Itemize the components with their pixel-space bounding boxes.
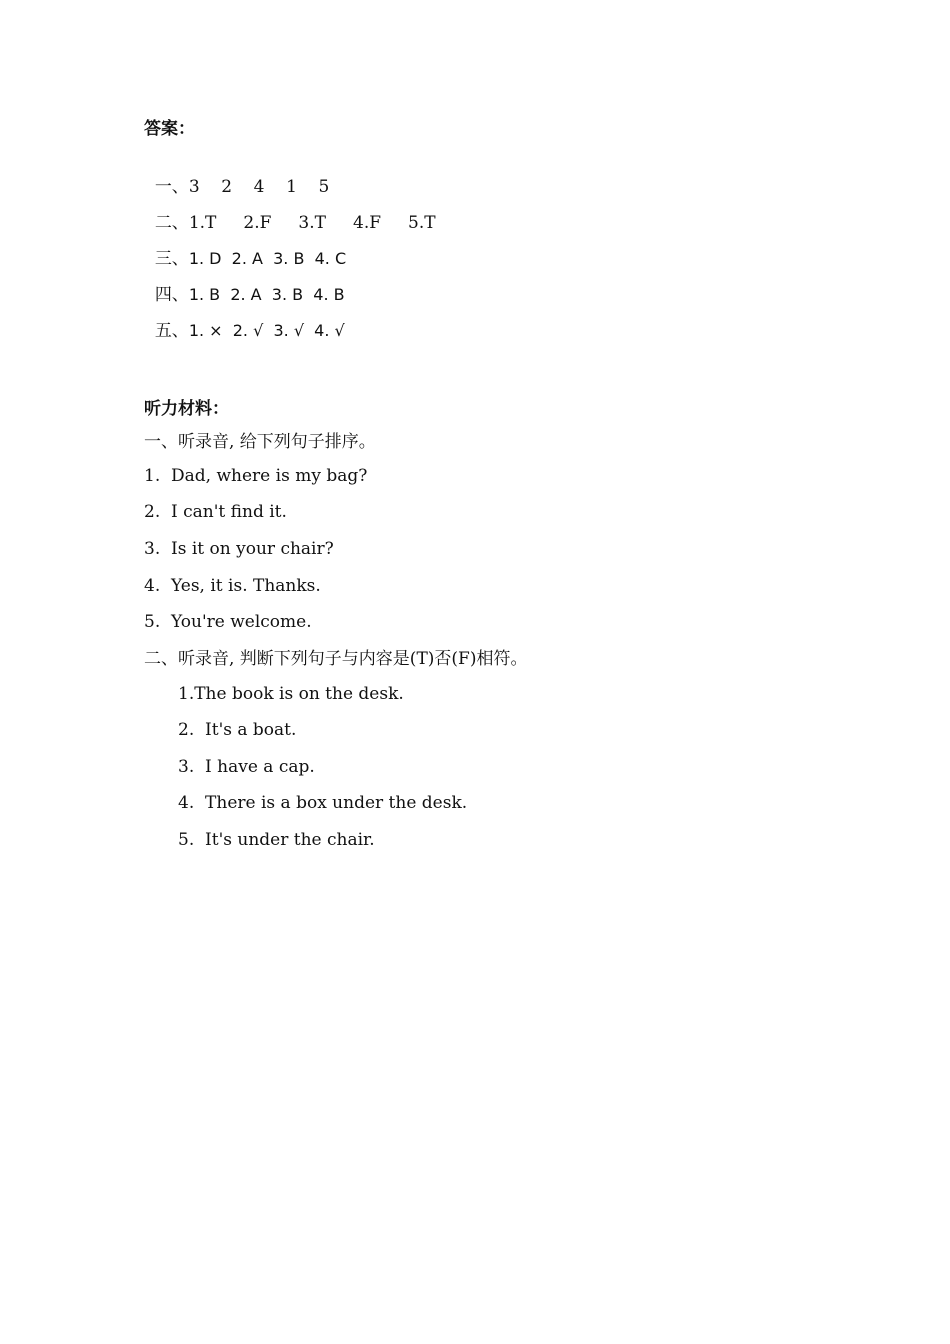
answer-row-prefix: 四、 xyxy=(154,285,189,305)
listening-part2-item: 5. It's under the chair. xyxy=(178,830,375,850)
listening-part1-item: 2. I can't find it. xyxy=(144,502,287,522)
answer-row-prefix: 二、 xyxy=(154,213,189,233)
answer-row-text: 1.T 2.F 3.T 4.F 5.T xyxy=(188,213,436,233)
answer-row-5 xyxy=(144,298,345,342)
answer-row-text: 1. B 2. A 3. B 4. B xyxy=(188,285,345,304)
answer-row-prefix: 一、 xyxy=(154,177,189,197)
listening-part1-item: 3. Is it on your chair? xyxy=(144,539,334,559)
listening-part2-item: 2. It's a boat. xyxy=(178,720,297,740)
listening-part2-item: 4. There is a box under the desk. xyxy=(178,793,468,813)
listening-part2-item: 3. I have a cap. xyxy=(178,757,315,777)
listening-part1-item: 4. Yes, it is. Thanks. xyxy=(144,576,321,596)
answer-row-prefix: 五、 xyxy=(154,321,189,341)
answer-row-text: 1. D 2. A 3. B 4. C xyxy=(188,249,347,268)
answer-row-prefix: 三、 xyxy=(154,249,189,269)
listening-heading: 听力材料： xyxy=(144,399,229,419)
answers-heading: 答案： xyxy=(144,119,195,139)
answer-row-text: 1. × 2. √ 3. √ 4. √ xyxy=(188,321,345,340)
listening-part1-item: 1. Dad, where is my bag? xyxy=(144,466,368,486)
listening-part1-item: 5. You're welcome. xyxy=(144,612,312,632)
answer-row-text: 3 2 4 1 5 xyxy=(188,177,330,197)
listening-part1-instruction: 一、听录音, 给下列句子排序。 xyxy=(144,432,376,452)
listening-part2-item: 1.The book is on the desk. xyxy=(178,684,404,704)
listening-part2-instruction: 二、听录音, 判断下列句子与内容是(T)否(F)相符。 xyxy=(144,649,528,669)
